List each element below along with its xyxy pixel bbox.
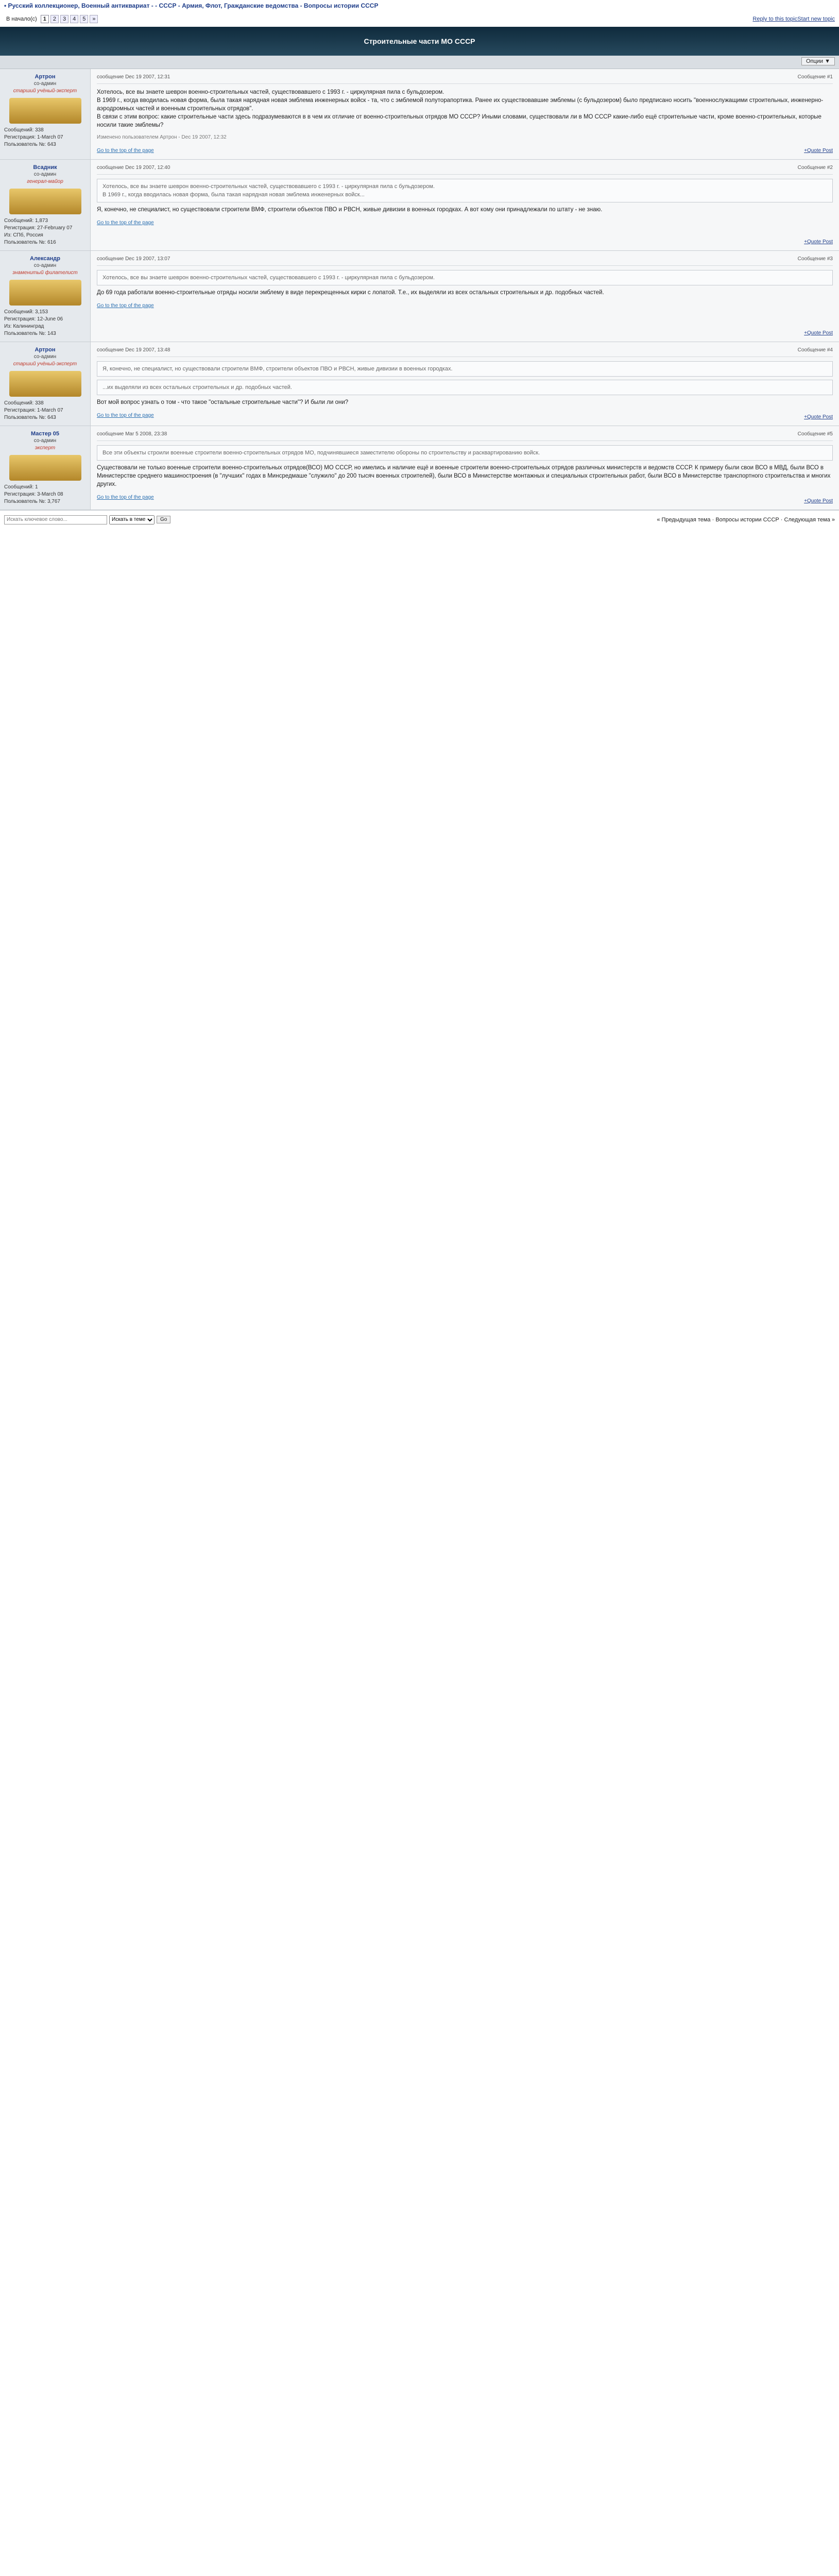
author-meta: Сообщений: 1 Регистрация: 3-March 08 Пользователь №: 3,767: [4, 484, 63, 504]
author-badge: генерал-майор: [27, 179, 63, 184]
post-quote: ...их выделяли из всех остальных строительных и др. подобных частей.: [97, 380, 833, 395]
topic-title: Строительные части МО СССР: [0, 27, 839, 56]
post-text: До 69 года работали военно-строительные отряды носили эмблему в виде перекрещенных кирки с лопатой. Т.е., их выделяли из всех остальных строительных и др. подобных частей.: [97, 290, 604, 296]
forum-post: [0, 69, 839, 160]
search-scope-select[interactable]: [109, 515, 155, 524]
author-meta: Сообщений: 338 Регистрация: 1-March 07 Пользователь №: 643: [4, 127, 63, 147]
post-author-panel: [0, 160, 91, 250]
post-header: [97, 430, 833, 441]
top-link: [97, 219, 833, 227]
post-header: [97, 164, 833, 175]
rank-insignia-icon: [9, 189, 81, 214]
quote-post-link[interactable]: +Quote Post: [804, 414, 833, 420]
page-link[interactable]: 2: [50, 15, 59, 23]
author-meta: Сообщений: 338 Регистрация: 1-March 07 Пользователь №: 643: [4, 400, 63, 420]
post-date: сообщение Mar 5 2008, 23:38: [97, 431, 167, 437]
search-go-button[interactable]: Go: [157, 516, 170, 523]
post-number[interactable]: Сообщение #2: [797, 165, 833, 171]
forum-post: [0, 251, 839, 342]
post-body: [91, 426, 839, 510]
quote-post-link[interactable]: +Quote Post: [804, 239, 833, 245]
post-body: [91, 69, 839, 159]
post-body: [91, 251, 839, 342]
post-date: сообщение Dec 19 2007, 12:31: [97, 74, 170, 80]
breadcrumb[interactable]: • Русский коллекционер, Военный антиквариат - - СССР - Армия, Флот, Гражданские ведомства - Вопросы истории СССР: [4, 2, 379, 9]
edit-note: Изменено пользователем Артрон - Dec 19 2007, 12:32: [97, 134, 227, 140]
post-quote: Хотелось, все вы знаете шеврон военно-строительных частей, существовавшего с 1993 г. - циркулярная пила с бульдозером.: [97, 270, 833, 285]
search-input[interactable]: [4, 515, 107, 524]
post-author-panel: [0, 426, 91, 510]
author-name[interactable]: Александр: [30, 256, 60, 262]
post-text: Я, конечно, не специалист, но существовали строители ВМФ, строители объектов ПВО и РВСН, живые дивизии в военных городках. А вот кому они принадлежали по штату - не знаю.: [97, 207, 603, 213]
top-link: [97, 302, 833, 310]
post-header: [97, 346, 833, 357]
bottom-bar: [0, 510, 839, 529]
author-role: со-админ: [33, 172, 57, 177]
quote-post-link[interactable]: +Quote Post: [804, 498, 833, 504]
go-to-top-link[interactable]: Go to the top of the page: [97, 495, 154, 500]
topic-tools: [0, 56, 839, 69]
forum-post: [0, 342, 839, 426]
author-role: со-админ: [33, 438, 57, 444]
post-header: [97, 73, 833, 84]
author-name[interactable]: Мастер 05: [30, 431, 60, 437]
topic-nav[interactable]: « Предыдущая тема · Вопросы истории СССР · Следующая тема »: [657, 516, 835, 523]
pager-label: В начало(c): [6, 16, 37, 22]
quote-post-link[interactable]: +Quote Post: [804, 148, 833, 154]
reply-links[interactable]: [752, 16, 835, 22]
post-quote: Все эти объекты строили военные строители военно-строительных отрядов МО, подчинявшиеся заместителю обороны по строительству и расквартированию войск.: [97, 445, 833, 461]
go-to-top-link[interactable]: Go to the top of the page: [97, 413, 154, 418]
author-badge: старший учёный-эксперт: [13, 88, 77, 94]
post-list: [0, 69, 839, 510]
rank-insignia-icon: [9, 98, 81, 124]
forum-post: [0, 160, 839, 251]
post-number[interactable]: Сообщение #1: [797, 74, 833, 80]
post-text: Хотелось, все вы знаете шеврон военно-строительных частей, существовавшего с 1993 г. - циркулярная пила с бульдозером. В 1969 г., когда вводилась новая форма, была такая нарядная новая эмблема инженерных войск - та, что с эмблемой полуторапортика. Ранее их существовавшие эмблемы (с бульдозером) было предписано носить "военнослужащими строительных, инженерно-аэродромных частей и военным строительных отрядов". В связи с этим вопрос: какие строительные части здесь подразумеваются в в чем их отличие от военно-строительных отрядов МО СССР? Иными словами, существовали ли в МО СССР какие-либо ещё строительные части, кроме военно-строительных, которые носили такие эмблемы?: [97, 89, 824, 128]
author-role: со-админ: [33, 263, 57, 268]
reply-link[interactable]: Reply to this topicStart new topic: [752, 16, 835, 22]
author-name[interactable]: Артрон: [35, 74, 56, 80]
page-link[interactable]: 1: [41, 15, 49, 23]
author-badge: эксперт: [35, 445, 56, 451]
post-author-panel: [0, 342, 91, 426]
post-quote: Я, конечно, не специалист, но существовали строители ВМФ, строители объектов ПВО и РВСН, живые дивизии в военных городках.: [97, 361, 833, 377]
page-link[interactable]: 3: [60, 15, 69, 23]
page-link[interactable]: 4: [70, 15, 78, 23]
post-body: [91, 160, 839, 250]
page-next[interactable]: »: [90, 15, 98, 23]
author-badge: старший учёный-эксперт: [13, 361, 77, 367]
pager-bar: [0, 11, 839, 27]
post-author-panel: [0, 69, 91, 159]
author-role: со-админ: [33, 81, 57, 87]
post-quote: Хотелось, все вы знаете шеврон военно-строительных частей, существовавшего с 1993 г. - циркулярная пила с бульдозером. В 1969 г., когда вводилась новая форма, была такая нарядная новая эмблема инженерных войск...: [97, 179, 833, 202]
author-role: со-админ: [33, 354, 57, 360]
post-date: сообщение Dec 19 2007, 12:40: [97, 165, 170, 171]
pagination: [4, 15, 98, 23]
quote-post-link[interactable]: +Quote Post: [804, 330, 833, 336]
post-date: сообщение Dec 19 2007, 13:48: [97, 347, 170, 353]
post-header: [97, 255, 833, 266]
top-link: [97, 494, 833, 502]
post-text: Вот мой вопрос узнать о том - что такое "остальные строительные части"? И были ли они?: [97, 399, 349, 405]
post-body: [91, 342, 839, 426]
post-author-panel: [0, 251, 91, 342]
go-to-top-link[interactable]: Go to the top of the page: [97, 220, 154, 226]
post-number[interactable]: Сообщение #4: [797, 347, 833, 353]
options-button[interactable]: Опции ▼: [801, 57, 835, 65]
author-badge: знаменитый филателист: [12, 270, 78, 276]
top-link: [97, 412, 833, 420]
go-to-top-link[interactable]: Go to the top of the page: [97, 148, 154, 154]
go-to-top-link[interactable]: Go to the top of the page: [97, 303, 154, 309]
author-name[interactable]: Всадник: [33, 164, 57, 171]
breadcrumb-bar: [0, 0, 839, 11]
post-number[interactable]: Сообщение #5: [797, 431, 833, 437]
author-meta: Сообщений: 3,153 Регистрация: 12-June 06 Из: Калининград Пользователь №: 143: [4, 309, 63, 336]
post-number[interactable]: Сообщение #3: [797, 256, 833, 262]
forum-post: [0, 426, 839, 510]
author-meta: Сообщений: 1,873 Регистрация: 27-February 07 Из: СПб, Россия Пользователь №: 616: [4, 218, 73, 245]
rank-insignia-icon: [9, 455, 81, 481]
author-name[interactable]: Артрон: [35, 347, 56, 353]
page-link[interactable]: 5: [80, 15, 88, 23]
rank-insignia-icon: [9, 371, 81, 397]
post-date: сообщение Dec 19 2007, 13:07: [97, 256, 170, 262]
topic-search: [4, 515, 170, 524]
top-link: [97, 147, 833, 155]
post-text: Существовали не только военные строители военно-строительных отрядов(ВСО) МО СССР, но имелись и наличие ещё и военные строители военно-строительных отрядов различных министерств и ведомств СССР. К примеру были свои ВСО в МВД, были ВСО в Министерстве среднего машиностроения (в "лучших" годах в Минсредмаше "служило" до 200 тысяч военных строителей), были ВСО в Министерстве монтажных и специальных строительных работ, были ВСО в Министерстве транспортного строительства и многих других.: [97, 465, 831, 487]
rank-insignia-icon: [9, 280, 81, 306]
